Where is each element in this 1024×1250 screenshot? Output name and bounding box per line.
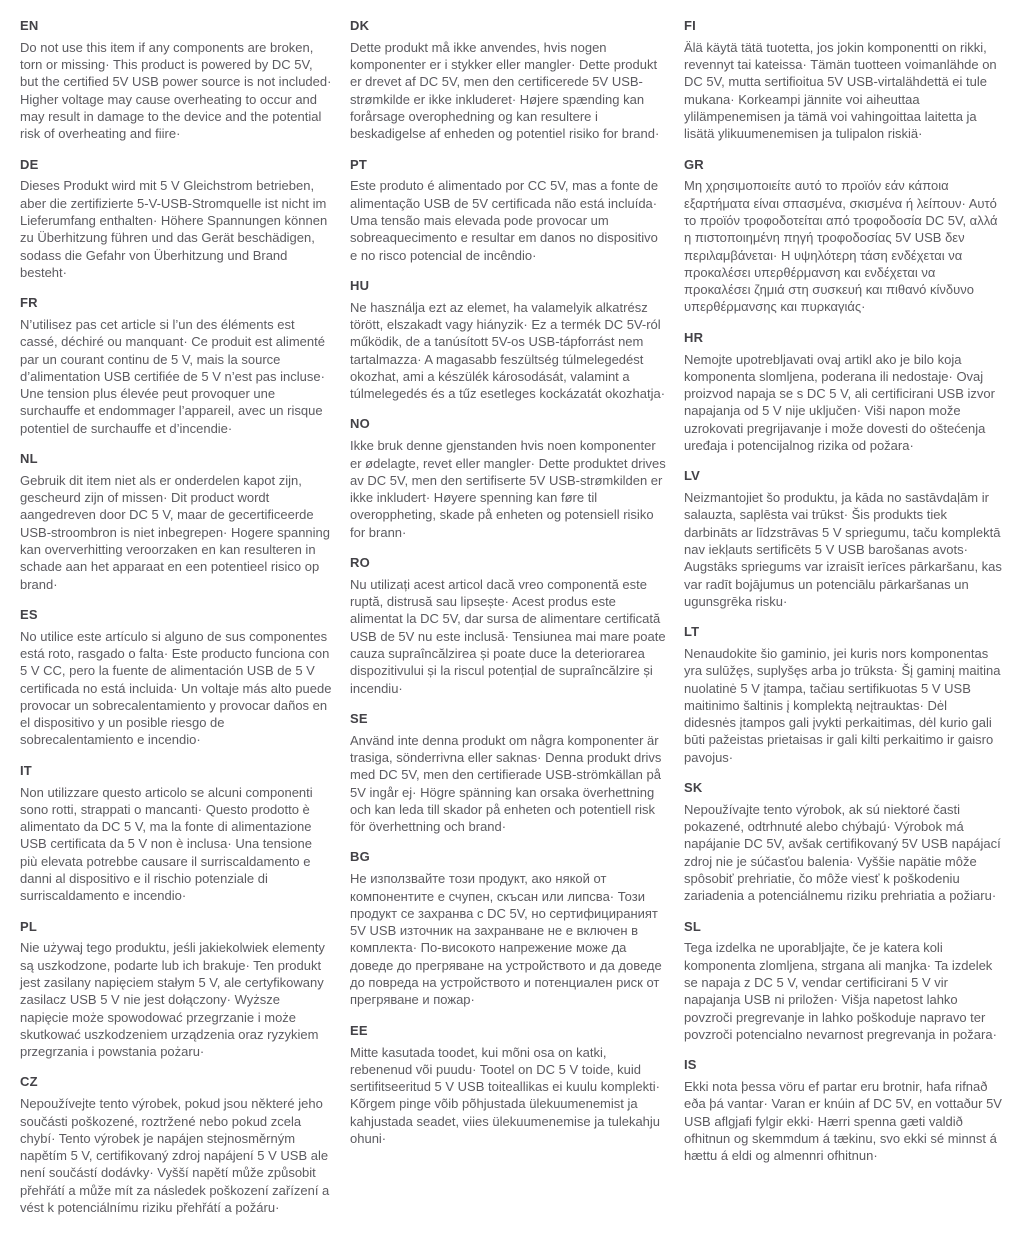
language-code: SL [684, 918, 702, 934]
language-section [20, 157, 332, 282]
language-code: BG [350, 849, 370, 865]
language-text: Nepoužívejte tento výrobek, pokud jsou některé jeho součásti poškozené, roztržené nebo pokud zcela chybí· Tento výrobek je napájen stejnosměrným napětím 5 V, certifikovaný zdroj napájení 5 V USB ale není součástí dodávky· Vyšší napětí může způsobit přehřátí a může mít za následek poškození zařízení a vést k potenciálnímu riziku přehřátí a požáru· [20, 1096, 330, 1216]
language-text: Nenaudokite šio gaminio, jei kuris nors komponentas yra sulūžęs, suplyšęs arba jo trūksta· Šį gaminį maitina nuolatinė 5 V įtampa, tačiau sertifikuotas 5 V USB maitinimo šaltinis į komplektą neįtrauktas· Dėl didesnės įtampos gali įvykti perkaitimas, dėl kurio gali būti pažeistas prietaisas ir gali kilti perkaitimo ir gaisro pavojus· [684, 646, 1001, 765]
language-text: Ne használja ezt az elemet, ha valamelyik alkatrész törött, elszakadt vagy hiányzik· Ez a termék DC 5V-ról működik, de a tanúsított 5V-os USB-tápforrást nem tartalmazza· A magasabb feszültség túlmelegedést okozhat, ami a készülék károsodását, valamint a túlmelegedés és a tűz esetleges kockázatát okozhatja· [350, 299, 666, 402]
language-section [350, 849, 666, 1008]
language-text: Nepoužívajte tento výrobok, ak sú niektoré časti pokazené, odtrhnuté alebo chýbajú· Výrobok má napájanie DC 5V, avšak certifikovaný 5V USB napájací zdroj nie je súčasťou balenia· Vyššie napätie môže spôsobiť prehriatie, čo môže viesť k poškodeniu zariadenia a potenciálnemu riziku prehriatia a požiaru· [684, 801, 1001, 904]
language-section [20, 607, 332, 749]
language-code: IS [684, 1057, 697, 1073]
language-text: No utilice este artículo si alguno de sus componentes está roto, rasgado o falta· Este producto funciona con 5 V CC, pero la fuente de alimentación USB de 5 V certificada no está incluida· Un voltaje más alto puede provocar un sobrecalentamiento y provocar daños en el dispositivo y un posible riesgo de sobrecalentamiento e incendio· [20, 628, 332, 748]
language-text: N’utilisez pas cet article si l’un des éléments est cassé, déchiré ou manquant· Ce produit est alimenté par un courant continu de 5 V, mais la source d’alimentation USB certifiée de 5 V n’est pas incluse· Une tension plus élevée peut provoquer une surchauffe et endommager l’appareil, avec un risque potentiel de surchauffe et d’incendie· [20, 317, 325, 436]
language-code: DK [350, 18, 370, 33]
language-section [684, 780, 1002, 905]
language-code: HR [684, 329, 704, 345]
language-section [684, 330, 1002, 455]
language-code: CZ [20, 1074, 38, 1090]
language-code: HU [350, 277, 370, 293]
language-code: IT [20, 762, 32, 778]
language-text: Do not use this item if any components are broken, torn or missing· This product is powered by DC 5V, but the certified 5V USB power source is not included· Higher voltage may cause overheating to occur and may result in damage to the device and the potential risk of overheating and fiire· [20, 39, 332, 142]
language-text: Nie używaj tego produktu, jeśli jakiekolwiek elementy są uszkodzone, podarte lub ich brakuje· Ten produkt jest zasilany napięciem stałym 5 V, ale certyfikowany zasilacz USB 5 V nie jest dołączony· Wyższe napięcie może spowodować przegrzanie i może skutkować uszkodzeniem urządzenia oraz ryzykiem przegrzania i powstania pożaru· [20, 940, 325, 1060]
language-section [350, 416, 666, 541]
language-text: Tega izdelka ne uporabljajte, če je katera koli komponenta zlomljena, strgana ali manjka· Ta izdelek se napaja z DC 5 V, vendar certificirani 5 V vir napajanja USB ni priložen· Višja napetost lahko povzroči pregrevanje in lahko poškoduje napravo ter povzroči potencialno nevarnost pregrevanja in požara· [684, 940, 997, 1042]
language-section [684, 18, 1002, 143]
language-section [20, 763, 332, 905]
language-section [684, 624, 1002, 766]
language-section [20, 1074, 332, 1216]
language-text: Nu utilizați acest articol dacă vreo componentă este ruptă, distrusă sau lipsește· Acest produs este alimentat la DC 5V, dar sursa de alimentare certificată USB de 5V nu este inclusă· Tensiunea mai mare poate cauza supraîncălzirea și poate duce la deteriorarea dispozitivului și la riscul potențial de supraîncălzire și incendiu· [350, 576, 666, 696]
language-section [350, 555, 666, 697]
language-code: SE [350, 710, 368, 726]
language-section [20, 919, 332, 1061]
language-code: NL [20, 451, 38, 467]
language-code: FR [20, 295, 38, 311]
language-code: LT [684, 624, 700, 640]
language-code: EE [350, 1022, 368, 1038]
language-code: PT [350, 156, 368, 172]
language-text: Gebruik dit item niet als er onderdelen kapot zijn, gescheurd zijn of missen· Dit product wordt aangedreven door DC 5 V, maar de gecertificeerde USB-stroombron is niet inbegrepen· Hogere spanning kan oververhitting veroorzaken en kan resulteren in schade aan het apparaat en een potentieel risico op brand· [20, 472, 331, 592]
column-right [684, 18, 1002, 1230]
language-section [20, 451, 332, 593]
language-section [684, 157, 1002, 316]
language-text: Ekki nota þessa vöru ef partar eru brotnir, hafa rifnað eða þá vantar· Varan er knúin af DC 5V, en vottaður 5V USB aflgjafi fylgir ekki· Hærri spenna gæti valdið ofhitnun og skemmdum á tækinu, svo ekki sé minnst á hættu á eldi og almennri ofhitnun· [684, 1079, 1002, 1164]
language-section [684, 468, 1002, 610]
column-middle [350, 18, 666, 1230]
language-text: Dette produkt må ikke anvendes, hvis nogen komponenter er i stykker eller mangler· Dette produkt er drevet af DC 5V, men den certificerede 5V USB-strømkilde er ikke inkluderet· Højere spænding kan forårsage overophedning og kan resultere i beskadigelse af enheden og potentiel risiko for brand· [350, 39, 660, 142]
language-section [350, 18, 666, 143]
language-code: LV [684, 468, 701, 484]
language-text: Mitte kasutada toodet, kui mõni osa on katki, rebenenud või puudu· Tootel on DC 5 V toide, kuid sertifitseeritud 5 V USB toiteallikas ei kuulu komplekti· Kõrgem pinge võib põhjustada ülekuumenemist ja kahjustada seadet, viies ülekuumenemise ja tulekahju ohuni· [350, 1044, 661, 1146]
language-text: Dieses Produkt wird mit 5 V Gleichstrom betrieben, aber die zertifizierte 5-V-USB-Stromquelle ist nicht im Lieferumfang enthalten· Höhere Spannungen können zu Überhitzung führen und das Gerät beschädigen, sodass die Gefahr von Überhitzung und Brand besteht· [20, 178, 328, 280]
language-code: NO [350, 416, 370, 432]
language-text: Neizmantojiet šo produktu, ja kāda no sastāvdaļām ir salauzta, saplēsta vai trūkst· Šis produkts tiek darbināts ar līdzstrāvas 5 V spriegumu, taču komplektā nav iekļauts sertificēts 5 V USB barošanas avots· Augstāks spriegums var izraisīt ierīces pārkaršanu, kas var radīt bojājumus un potenciālu pārkaršanas un ugunsgrēka risku· [684, 490, 1002, 609]
language-code: DE [20, 156, 39, 172]
language-code: EN [20, 18, 39, 33]
language-code: PL [20, 918, 38, 934]
language-section [20, 18, 332, 143]
language-code: RO [350, 555, 370, 571]
language-text: Не използвайте този продукт, ако някой от компонентите е счупен, скъсан или липсва· Този продукт се захранва с DC 5V, но сертифицираният 5V USB източник на захранване не е включен в комплекта· По-високото напрежение може да доведе до прегряване на устройството и да доведе до повреда на устройството и потенциален риск от прегряване и пожар· [350, 871, 662, 1008]
language-text: Este produto é alimentado por CC 5V, mas a fonte de alimentação USB de 5V certificada não está incluída· Uma tensão mais elevada pode provocar um sobreaquecimento e resultar em danos no dispositivo e no risco potencial de incêndio· [350, 178, 659, 263]
language-section [350, 157, 666, 264]
language-text: Använd inte denna produkt om några komponenter är trasiga, sönderrivna eller saknas· Denna produkt drivs med DC 5V, men den certifierade USB-strömkällan på 5V ingår ej· Högre spänning kan orsaka överhettning och kan leda till skador på enheten och potentiell risk för överhettning och brand· [350, 732, 662, 835]
language-code: SK [684, 780, 703, 796]
language-text: Älä käytä tätä tuotetta, jos jokin komponentti on rikki, revennyt tai kateissa· Tämän tuotteen voimanlähde on DC 5V, mutta sertifioitua 5V USB-virtalähdettä ei tule mukana· Korkeampi jännite voi aiheuttaa ylilämpenemisen ja tämä voi vahingoittaa laitetta ja lisätä ylikuumenemisen ja tulipalon riskiä· [684, 39, 997, 142]
language-text: Ikke bruk denne gjenstanden hvis noen komponenter er ødelagte, revet eller mangler· Dette produktet drives av DC 5V, men den sertifiserte 5V USB-strømkilden er ikke inkludert· Høyere spenning kan føre til overoppheting, skade på enheten og potensiell risiko for brann· [350, 438, 666, 540]
language-code: GR [684, 156, 704, 172]
language-text: Non utilizzare questo articolo se alcuni componenti sono rotti, strappati o mancanti· Questo prodotto è alimentato da DC 5 V, ma la fonte di alimentazione USB certificata da 5 V non è inclusa· Una tensione più elevata potrebbe causare il surriscaldamento e danni al dispositivo e il rischio potenziale di surriscaldamento e incendio· [20, 784, 313, 904]
language-text: Nemojte upotrebljavati ovaj artikl ako je bilo koja komponenta slomljena, poderana ili nedostaje· Ovaj proizvod napaja se s DC 5 V, ali certificirani USB izvor napajanja od 5 V nije uključen· Viši napon može uzrokovati pregrijavanje i može dovesti do oštećenja uređaja i potencijalnog rizika od požara· [684, 351, 995, 454]
language-section [350, 1023, 666, 1148]
language-text: Μη χρησιμοποιείτε αυτό το προϊόν εάν κάποια εξαρτήματα είναι σπασμένα, σκισμένα ή λείπουν· Αυτό το προϊόν τροφοδοτείται από τροφοδοσία DC 5V, αλλά η πιστοποιημένη πηγή τροφοδοσίας 5V USB δεν περιλαμβάνεται· Η υψηλότερη τάση ενδέχεται να προκαλέσει υπερθέρμανση και ενδέχεται να προκαλέσει ζημιά στη συσκευή και πιθανό κίνδυνο υπερθέρμανσης και πυρκαγιάς· [684, 178, 998, 315]
language-section [684, 1057, 1002, 1164]
column-left [20, 18, 332, 1230]
language-section [20, 295, 332, 437]
language-code: FI [684, 18, 696, 33]
language-section [350, 278, 666, 403]
language-code: ES [20, 606, 38, 622]
language-section [350, 711, 666, 836]
language-section [684, 919, 1002, 1044]
